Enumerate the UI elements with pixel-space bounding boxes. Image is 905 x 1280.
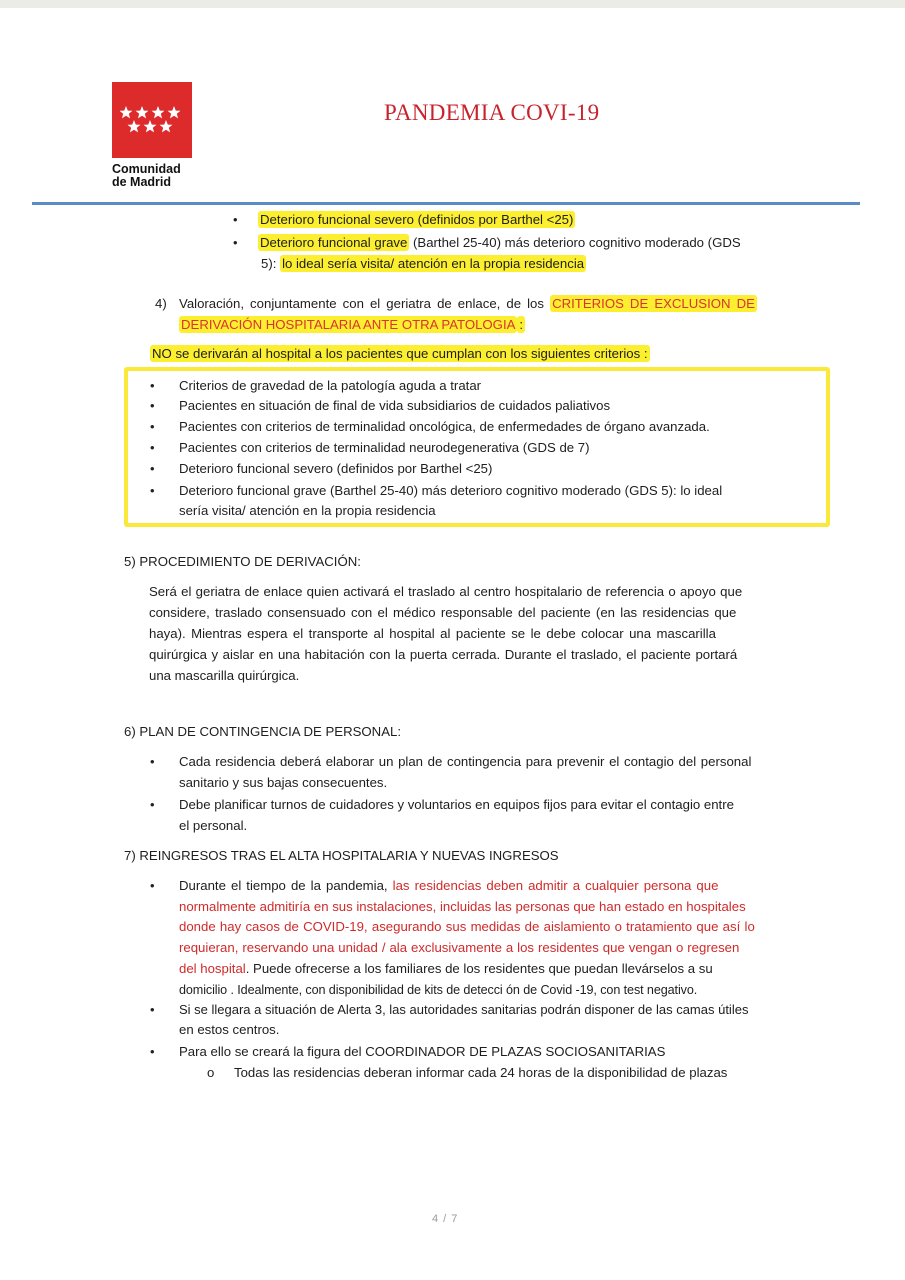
section-6-heading: 6) PLAN DE CONTINGENCIA DE PERSONAL: [124, 724, 402, 739]
red-text: del hospital [179, 961, 246, 976]
highlighted-text: Deterioro funcional grave [260, 235, 408, 250]
highlighted-text: NO se derivarán al hospital a los pacientes que cumplan con los siguientes criterios : [152, 346, 648, 361]
highlighted-red-text: CRITERIOS DE EXCLUSION DE [552, 296, 755, 311]
logo-text-line2: de Madrid [112, 175, 172, 189]
list-item-continuation: domicilio . Idealmente, con disponibilidad de kits de detecci ón de Covid -19, con test negativo. [179, 983, 698, 997]
bullet-dot: • [150, 440, 155, 455]
paragraph-line: quirúrgica y aislar en una habitación con la puerta cerrada. Durante el traslado, el paciente portará [149, 647, 738, 662]
sub-list-item: Todas las residencias deberan informar cada 24 horas de la disponibilidad de plazas [234, 1065, 728, 1080]
logo-red-square [112, 82, 192, 158]
section-4-text-line2 [179, 315, 525, 335]
colon: : [519, 317, 524, 332]
list-item: Criterios de gravedad de la patología aguda a tratar [179, 378, 482, 393]
bullet-dot: • [150, 378, 155, 393]
header-rule [32, 202, 860, 205]
paragraph-line: una mascarilla quirúrgica. [149, 668, 300, 683]
section-5-heading: 5) PROCEDIMIENTO DE DERIVACIÓN: [124, 554, 361, 569]
bullet-dot: • [150, 398, 155, 413]
bullet-dot: • [150, 1002, 155, 1017]
red-text: las residencias deben admitir a cualquier persona que [392, 878, 719, 893]
bullet-dot: • [233, 235, 238, 250]
list-item-text: . Puede ofrecerse a los familiares de los residentes que puedan llevárselos a su [245, 961, 713, 976]
bullet-dot: • [150, 797, 155, 812]
bullet-dot: • [150, 483, 155, 498]
list-item-continuation: sería visita/ atención en la propia residencia [179, 503, 436, 518]
list-item-continuation [261, 254, 586, 274]
list-item-continuation: sanitario y sus bajas consecuentes. [179, 775, 388, 790]
section-4-intro: Valoración, conjuntamente con el geriatra de enlace, de los [179, 296, 544, 311]
red-text-line: requieran, reservando una unidad / ala exclusivamente a los residentes que vengan o regresen [179, 940, 740, 955]
list-item [258, 210, 575, 230]
red-text-line: donde hay casos de COVID-19, asegurando sus medidas de aislamiento o tratamiento que así lo [179, 919, 755, 934]
list-item: Pacientes con criterios de terminalidad oncológica, de enfermedades de órgano avanzada. [179, 419, 710, 434]
list-item: Para ello se creará la figura del COORDINADOR DE PLAZAS SOCIOSANITARIAS [179, 1044, 666, 1059]
list-item [179, 876, 718, 896]
list-item: Pacientes en situación de final de vida subsidiarios de cuidados paliativos [179, 398, 611, 413]
section-4-number: 4) [155, 296, 167, 311]
list-item: Si se llegara a situación de Alerta 3, las autoridades sanitarias podrán disponer de las camas útiles [179, 1002, 749, 1017]
paragraph-line: considere, traslado consensuado con el médico responsable del paciente (en las residencias que [149, 605, 737, 620]
list-item: Pacientes con criterios de terminalidad neurodegenerativa (GDS de 7) [179, 440, 590, 455]
paragraph-line: haya). Mientras espera el transporte al hospital al paciente se le debe colocar una mascarilla [149, 626, 716, 641]
comunidad-madrid-logo [112, 82, 194, 189]
bullet-dot: • [150, 1044, 155, 1059]
paragraph-line: Será el geriatra de enlace quien activará el traslado al centro hospitalario de referencia o apoyo que [149, 584, 743, 599]
section-7-heading: 7) REINGRESOS TRAS EL ALTA HOSPITALARIA Y NUEVAS INGRESOS [124, 848, 559, 863]
bullet-dot: • [150, 461, 155, 476]
list-item-text: Durante el tiempo de la pandemia, [179, 878, 393, 893]
section-4-text [179, 294, 757, 314]
list-item-continuation: en estos centros. [179, 1022, 280, 1037]
highlighted-red-text: DERIVACIÓN HOSPITALARIA ANTE OTRA PATOLOGIA [181, 317, 516, 332]
list-item: Cada residencia deberá elaborar un plan de contingencia para prevenir el contagio del personal [179, 754, 752, 769]
logo-text-line1: Comunidad [112, 162, 181, 176]
list-item-continuation [179, 959, 713, 979]
list-item [258, 233, 741, 253]
bullet-dot: • [233, 212, 238, 227]
list-item: Debe planificar turnos de cuidadores y voluntarios en equipos fijos para evitar el contagio entre [179, 797, 734, 812]
list-item-continuation: el personal. [179, 818, 248, 833]
highlighted-text: Deterioro funcional severo (definidos por Barthel <25) [260, 212, 574, 227]
stars-icon [120, 106, 184, 136]
list-item: Deterioro funcional grave (Barthel 25-40) más deterioro cognitivo moderado (GDS 5): lo ideal [179, 483, 723, 498]
bullet-dot: • [150, 419, 155, 434]
highlighted-text: lo ideal sería visita/ atención en la propia residencia [282, 256, 585, 271]
list-item-text: 5): [261, 256, 281, 271]
sub-bullet-marker: o [207, 1065, 215, 1080]
bullet-dot: • [150, 878, 155, 893]
top-band [0, 0, 905, 8]
exclusion-note [150, 344, 650, 364]
list-item-text: (Barthel 25-40) más deterioro cognitivo moderado (GDS [409, 235, 741, 250]
bullet-dot: • [150, 754, 155, 769]
page-number: 4 / 7 [432, 1213, 459, 1225]
logo-text [112, 163, 194, 189]
red-text-line: normalmente admitiría en sus instalaciones, incluidas las personas que han estado en hospitales [179, 899, 746, 914]
list-item: Deterioro funcional severo (definidos por Barthel <25) [179, 461, 493, 476]
page-title: PANDEMIA COVI-19 [384, 100, 600, 125]
